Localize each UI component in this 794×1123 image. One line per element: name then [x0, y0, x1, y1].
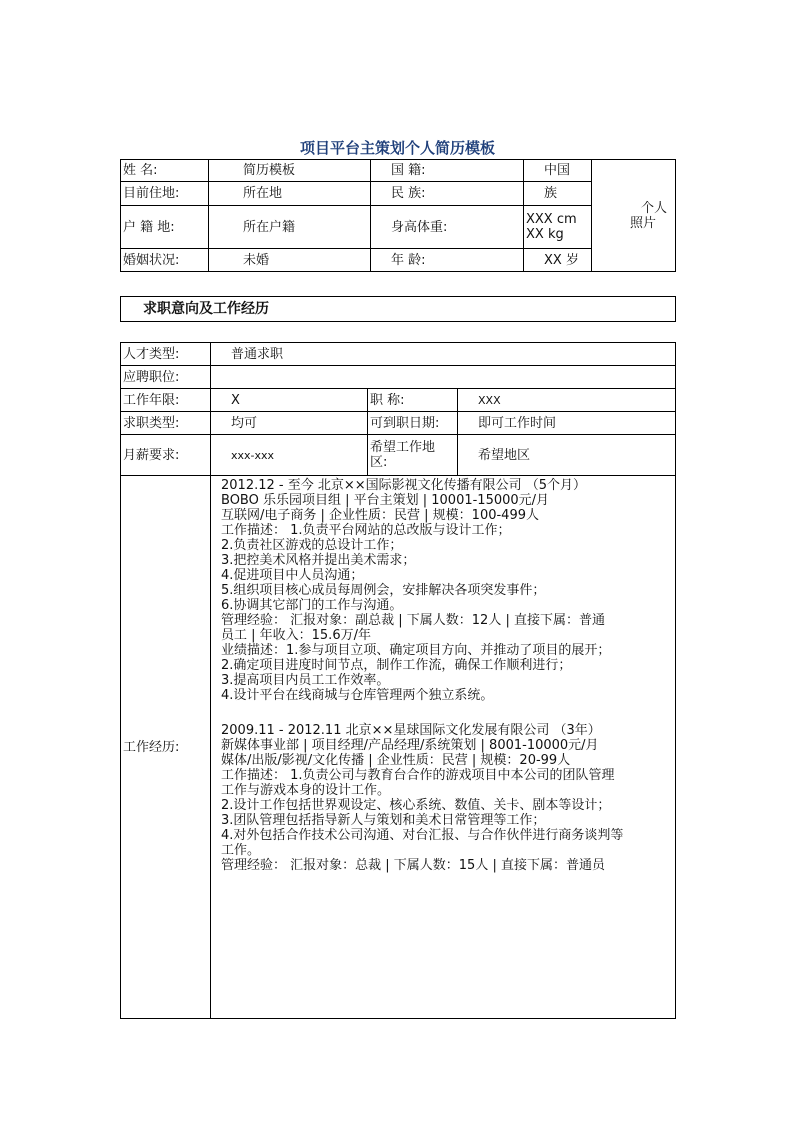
experience-label: 工作经历: — [121, 476, 211, 1019]
experience-line: 5.组织项目核心成员每周例会，安排解决各项突发事件； — [221, 583, 546, 598]
photo-line-2: 照片 — [630, 215, 657, 231]
marital-value: 未婚 — [209, 249, 371, 272]
section-heading: 求职意向及工作经历 — [120, 296, 676, 322]
talent-type-label: 人才类型: — [121, 343, 211, 366]
experience-line: 3.提高项目内员工工作效率。 — [221, 673, 390, 688]
nationality-label: 国 籍: — [371, 160, 524, 182]
experience-line: 互联网/电子商务 | 企业性质：民营 | 规模：100-499人 — [221, 508, 539, 523]
experience-line: 2.确定项目进度时间节点，制作工作流，确保工作顺利进行； — [221, 658, 572, 673]
experience-lines — [221, 478, 672, 873]
job-type-value: 均可 — [211, 412, 368, 435]
experience-line: 媒体/出版/影视/文化传播 | 企业性质：民营 | 规模：20-99人 — [221, 753, 571, 768]
experience-spacer — [221, 703, 672, 723]
experience-line: 4.促进项目中人员沟通； — [221, 568, 364, 583]
experience-content — [211, 476, 676, 1019]
years-value: X — [211, 389, 368, 412]
ethnicity-value: 族 — [524, 182, 592, 206]
experience-line: 管理经验： 汇报对象：副总裁 | 下属人数：12人 | 直接下属：普通 — [221, 613, 605, 628]
experience-line: 2012.12 - 至今 北京××国际影视文化传播有限公司 （5个月） — [221, 478, 587, 493]
experience-line: 工作。 — [221, 843, 261, 858]
age-label: 年 龄: — [371, 249, 524, 272]
experience-line: 3.团队管理包括指导新人与策划和美术日常管理等工作； — [221, 813, 546, 828]
job-title-value: XXX — [458, 389, 676, 412]
experience-line: 工作描述： 1.负责平台网站的总改版与设计工作； — [221, 523, 511, 538]
height-value: XXX cm — [526, 212, 577, 227]
experience-line: 4.设计平台在线商城与仓库管理两个独立系统。 — [221, 688, 494, 703]
ethnicity-label: 民 族: — [371, 182, 524, 206]
name-label: 姓 名: — [121, 160, 209, 182]
experience-line: 3.把控美术风格并提出美术需求； — [221, 553, 416, 568]
experience-line: BOBO 乐乐园项目组 | 平台主策划 | 10001-15000元/月 — [221, 493, 550, 508]
start-date-value: 即可工作时间 — [458, 412, 676, 435]
salary-value: xxx-xxx — [211, 435, 368, 476]
experience-line: 工作描述： 1.负责公司与教育台合作的游戏项目中本公司的团队管理 — [221, 768, 615, 783]
position-value — [211, 366, 676, 389]
height-weight-value — [524, 206, 592, 249]
salary-label: 月薪要求: — [121, 435, 211, 476]
residence-label: 目前住地: — [121, 182, 209, 206]
experience-line: 2.负责社区游戏的总设计工作； — [221, 538, 403, 553]
hukou-label: 户 籍 地: — [121, 206, 209, 249]
marital-label: 婚姻状况: — [121, 249, 209, 272]
start-date-label: 可到职日期: — [368, 412, 458, 435]
years-label: 工作年限: — [121, 389, 211, 412]
location-label — [368, 435, 458, 476]
job-type-label: 求职类型: — [121, 412, 211, 435]
basic-info-table — [120, 159, 676, 272]
job-title-label: 职 称: — [368, 389, 458, 412]
experience-line: 员工 | 年收入：15.6万/年 — [221, 628, 371, 643]
nationality-value: 中国 — [524, 160, 592, 182]
experience-line: 2.设计工作包括世界观设定、核心系统、数值、关卡、剧本等设计； — [221, 798, 611, 813]
photo-placeholder — [592, 160, 676, 272]
job-intent-table — [120, 342, 676, 1019]
name-value: 简历模板 — [209, 160, 371, 182]
talent-type-value: 普通求职 — [211, 343, 676, 366]
location-label-line-2: 区: — [370, 455, 388, 470]
experience-line: 2009.11 - 2012.11 北京××星球国际文化发展有限公司 （3年） — [221, 723, 601, 738]
position-label: 应聘职位: — [121, 366, 211, 389]
hukou-value: 所在户籍 — [209, 206, 371, 249]
experience-line: 业绩描述：1.参与项目立项、确定项目方向、并推动了项目的展开； — [221, 643, 611, 658]
experience-line: 工作与游戏本身的设计工作。 — [221, 783, 391, 798]
experience-line: 6.协调其它部门的工作与沟通。 — [221, 598, 403, 613]
location-value: 希望地区 — [458, 435, 676, 476]
weight-value: XX kg — [526, 227, 564, 242]
body-label: 身高体重: — [371, 206, 524, 249]
experience-line: 新媒体事业部 | 项目经理/产品经理/系统策划 | 8001-10000元/月 — [221, 738, 599, 753]
experience-line: 4.对外包括合作技术公司沟通、对台汇报、与合作伙伴进行商务谈判等 — [221, 828, 624, 843]
experience-line: 管理经验： 汇报对象：总裁 | 下属人数：15人 | 直接下属：普通员 — [221, 858, 605, 873]
age-value: XX 岁 — [524, 249, 592, 272]
location-label-line-1: 希望工作地 — [370, 440, 436, 455]
residence-value: 所在地 — [209, 182, 371, 206]
photo-line-1: 个人 — [640, 200, 667, 216]
document-title: 项目平台主策划个人简历模板 — [299, 139, 495, 157]
